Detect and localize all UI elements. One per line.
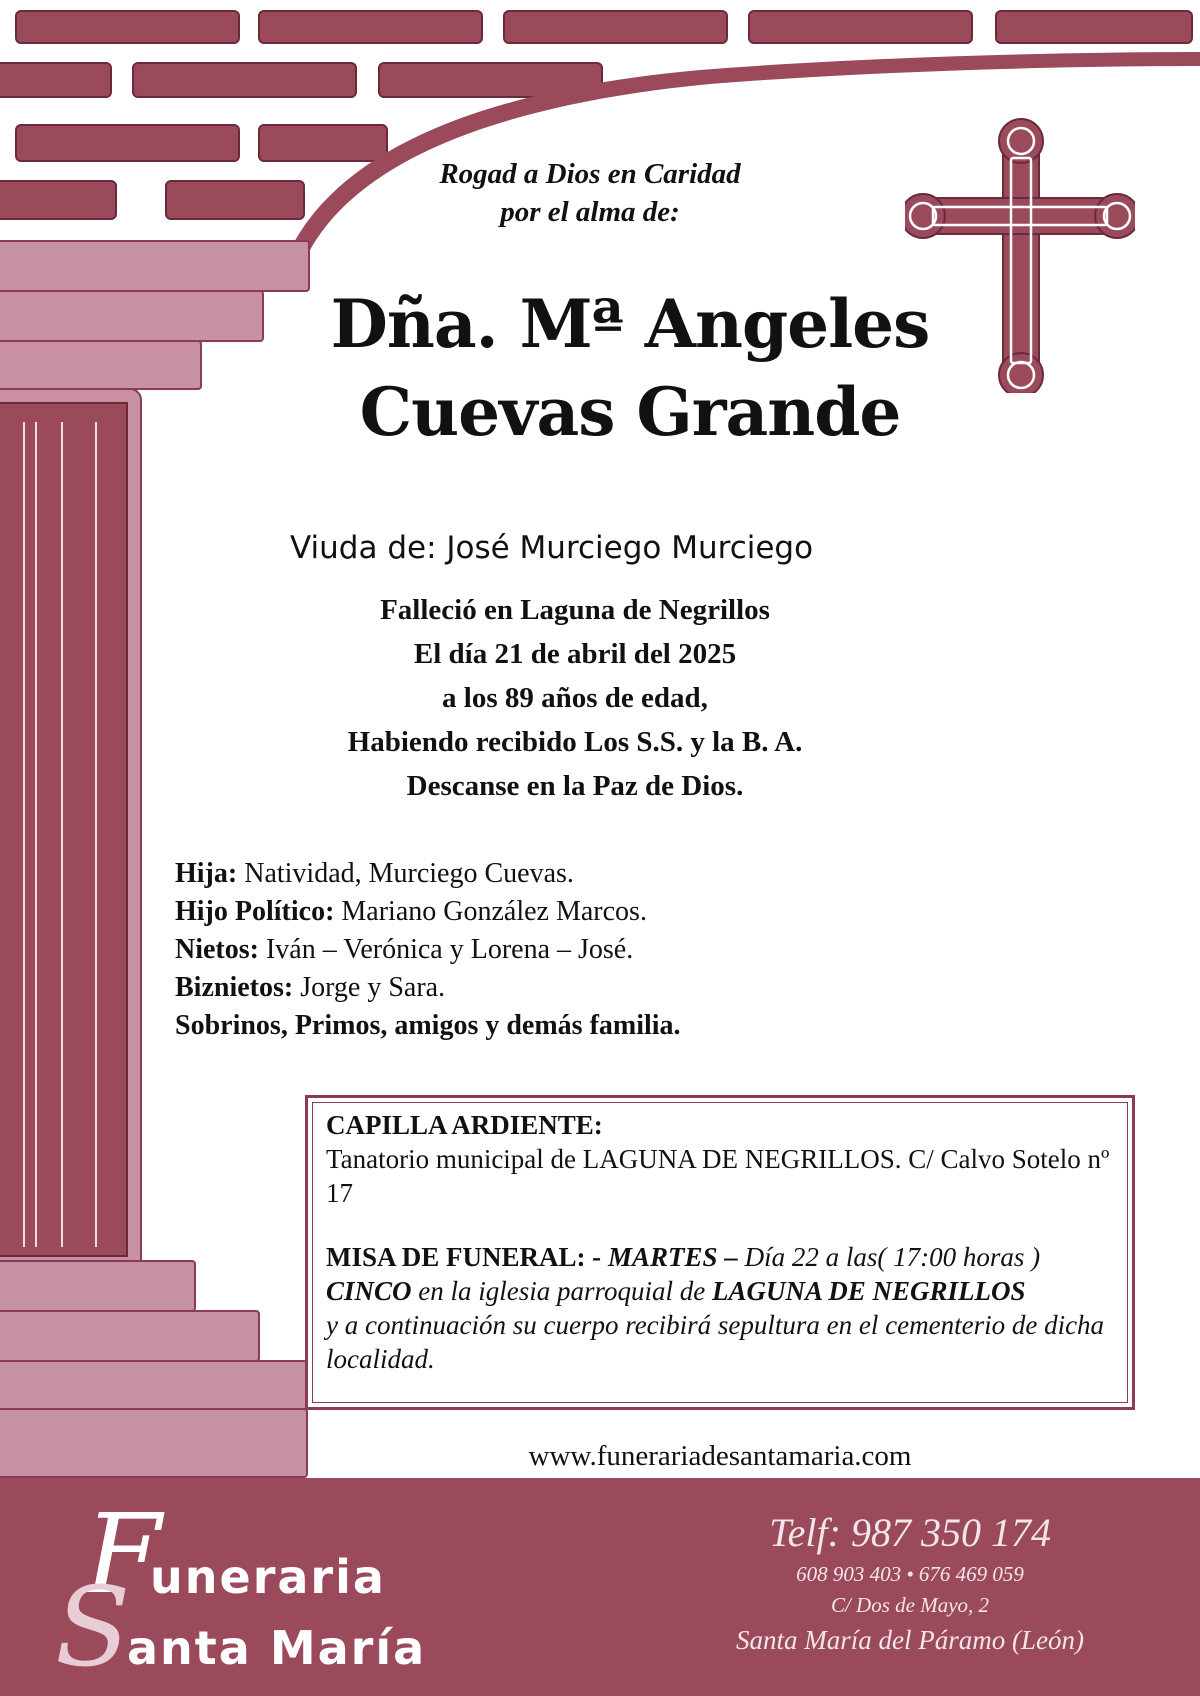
family-value: Jorge y Sara. xyxy=(293,972,446,1003)
capital-slab xyxy=(0,240,310,292)
funeral-rest: y a continuación su cuerpo recibirá sepultura en el cementerio de dicha localidad. xyxy=(326,1310,1105,1374)
funeral-label: MISA DE FUNERAL: xyxy=(326,1242,586,1272)
chapel-label: CAPILLA ARDIENTE: xyxy=(326,1110,603,1140)
widow-of: Viuda de: José Murciego Murciego xyxy=(290,530,814,566)
family-row xyxy=(175,893,1075,931)
detail-line: Descanse en la Paz de Dios. xyxy=(406,770,744,802)
family-label: Hijo Político: xyxy=(175,896,335,927)
contact-phone: Telf: 987 350 174 xyxy=(769,1510,1051,1555)
detail-line: El día 21 de abril del 2025 xyxy=(413,638,737,670)
column-fluting xyxy=(0,402,128,1257)
brand-word-1: uneraria xyxy=(150,1550,386,1604)
family-value: Mariano González Marcos. xyxy=(334,896,647,927)
death-details xyxy=(250,588,900,808)
contact-block xyxy=(690,1508,1130,1660)
footer-banner xyxy=(0,1478,1200,1696)
family-label: Sobrinos, Primos, amigos y demás familia. xyxy=(175,1010,681,1041)
deceased-name-line-1: Dña. Mª Angeles xyxy=(330,285,930,363)
capital-slab xyxy=(0,290,264,342)
family-value: Iván – Verónica y Lorena – José. xyxy=(258,934,634,965)
family-row xyxy=(175,969,1075,1007)
base-slab xyxy=(0,1408,308,1478)
funeral-church-line xyxy=(326,1274,1114,1308)
deceased-name-line-2: Cuevas Grande xyxy=(359,373,901,451)
brand-word-2: anta María xyxy=(127,1621,427,1675)
family-list xyxy=(175,855,1075,1045)
website-link[interactable]: www.funerariadesantamaria.com xyxy=(528,1440,912,1472)
prayer-line-2: por el alma de: xyxy=(500,196,680,228)
base-slab xyxy=(0,1310,260,1362)
contact-street: C/ Dos de Mayo, 2 xyxy=(830,1593,990,1617)
brand-initial-s: S xyxy=(55,1563,131,1691)
base-slab xyxy=(0,1360,308,1410)
base-slab xyxy=(0,1260,196,1312)
chapel-text: Tanatorio municipal de LAGUNA DE NEGRILLOS. C/ Calvo Sotelo nº 17 xyxy=(326,1144,1110,1208)
detail-line: Falleció en Laguna de Negrillos xyxy=(380,594,770,626)
brand-logo xyxy=(55,1490,535,1691)
contact-mobiles: 608 903 403 • 676 469 059 xyxy=(796,1562,1024,1586)
funeral-line xyxy=(326,1240,1114,1274)
funeral-hour-word: CINCO xyxy=(326,1276,412,1306)
family-label: Hija: xyxy=(175,858,238,889)
prayer-line-1: Rogad a Dios en Caridad xyxy=(439,158,741,190)
family-row xyxy=(175,931,1075,969)
service-info-box xyxy=(305,1095,1135,1410)
detail-line: a los 89 años de edad, xyxy=(442,682,708,714)
funeral-place: LAGUNA DE NEGRILLOS xyxy=(712,1276,1026,1306)
funeral-day: - MARTES – xyxy=(592,1242,738,1272)
family-label: Nietos: xyxy=(175,934,259,965)
funeral-time: Día 22 a las( 17:00 horas ) xyxy=(737,1242,1041,1272)
contact-town: Santa María del Páramo (León) xyxy=(736,1625,1084,1655)
deceased-name xyxy=(270,280,990,456)
capital-slab xyxy=(0,340,202,390)
prayer-header xyxy=(390,155,790,231)
brand-initial-f: F xyxy=(85,1490,162,1618)
funeral-church-text: en la iglesia parroquial de xyxy=(411,1276,713,1306)
detail-line: Habiendo recibido Los S.S. y la B. A. xyxy=(347,726,803,758)
family-row xyxy=(175,1007,1075,1045)
family-label: Biznietos: xyxy=(175,972,294,1003)
family-value: Natividad, Murciego Cuevas. xyxy=(237,858,574,889)
family-row xyxy=(175,855,1075,893)
